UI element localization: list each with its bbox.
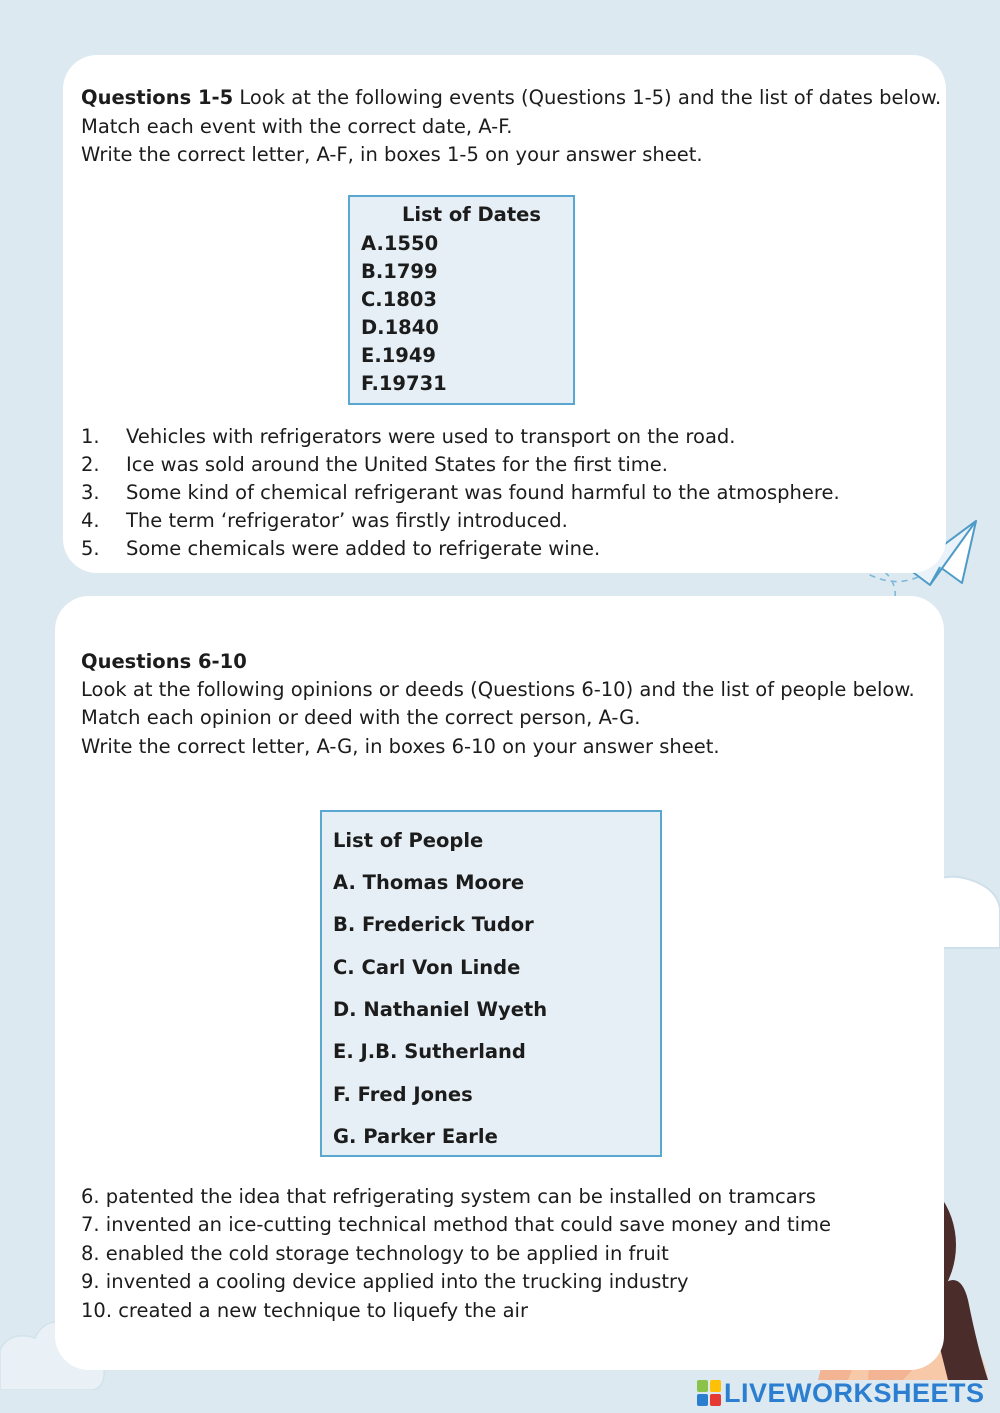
- question-number: 3.: [81, 481, 100, 504]
- person-option: A. Thomas Moore: [333, 871, 525, 894]
- person-option: D. Nathaniel Wyeth: [333, 998, 548, 1021]
- list-of-dates-box: [348, 195, 575, 405]
- list-of-dates-title: List of Dates: [402, 203, 541, 226]
- list-item: 9. invented a cooling device applied into the trucking industry: [81, 1270, 689, 1293]
- date-option: D.1840: [361, 316, 439, 339]
- section2-instructions-line2: Match each opinion or deed with the correct person, A-G.: [81, 706, 641, 729]
- question-text: Some kind of chemical refrigerant was found harmful to the atmosphere.: [126, 481, 840, 504]
- question-text: Some chemicals were added to refrigerate wine.: [126, 537, 601, 560]
- section2-heading: Questions 6-10: [81, 650, 247, 673]
- section1-instructions-line3: Write the correct letter, A-F, in boxes 1-5 on your answer sheet.: [81, 143, 703, 166]
- person-option: G. Parker Earle: [333, 1125, 498, 1148]
- list-item: 7. invented an ice-cutting technical method that could save money and time: [81, 1213, 831, 1236]
- person-option: C. Carl Von Linde: [333, 956, 521, 979]
- question-text: Vehicles with refrigerators were used to transport on the road.: [126, 425, 736, 448]
- date-option: A.1550: [361, 232, 439, 255]
- logo-text: LIVEWORKSHEETS: [724, 1377, 985, 1408]
- date-option: E.1949: [361, 344, 437, 367]
- question-text: The term ‘refrigerator’ was firstly introduced.: [126, 509, 568, 532]
- date-option: B.1799: [361, 260, 438, 283]
- date-option: C.1803: [361, 288, 437, 311]
- section1-instructions-line2: Match each event with the correct date, A-F.: [81, 115, 513, 138]
- person-option: B. Frederick Tudor: [333, 913, 534, 936]
- section2-instructions-line1: Look at the following opinions or deeds (Questions 6-10) and the list of people below.: [81, 678, 915, 701]
- question-number: 1.: [81, 425, 100, 448]
- list-item: 6. patented the idea that refrigerating system can be installed on tramcars: [81, 1185, 816, 1208]
- liveworksheets-logo[interactable]: [697, 1376, 985, 1410]
- list-item: 8. enabled the cold storage technology to be applied in fruit: [81, 1242, 669, 1265]
- question-text: Ice was sold around the United States for the first time.: [126, 453, 668, 476]
- question-number: 2.: [81, 453, 100, 476]
- question-number: 5.: [81, 537, 100, 560]
- logo-mark-icon: [697, 1380, 721, 1406]
- person-option: F. Fred Jones: [333, 1083, 473, 1106]
- person-option: E. J.B. Sutherland: [333, 1040, 526, 1063]
- section1-instructions-line1: [81, 84, 941, 113]
- section1-intro: Look at the following events (Questions 1-5) and the list of dates below.: [233, 86, 942, 109]
- list-of-people-box: [320, 810, 662, 1157]
- section2-instructions-line3: Write the correct letter, A-G, in boxes 6-10 on your answer sheet.: [81, 735, 720, 758]
- section1-heading: Questions 1-5: [81, 86, 234, 109]
- date-option: F.19731: [361, 372, 447, 395]
- list-item: 10. created a new technique to liquefy the air: [81, 1299, 528, 1322]
- question-number: 4.: [81, 509, 100, 532]
- list-of-people-title: List of People: [333, 829, 484, 852]
